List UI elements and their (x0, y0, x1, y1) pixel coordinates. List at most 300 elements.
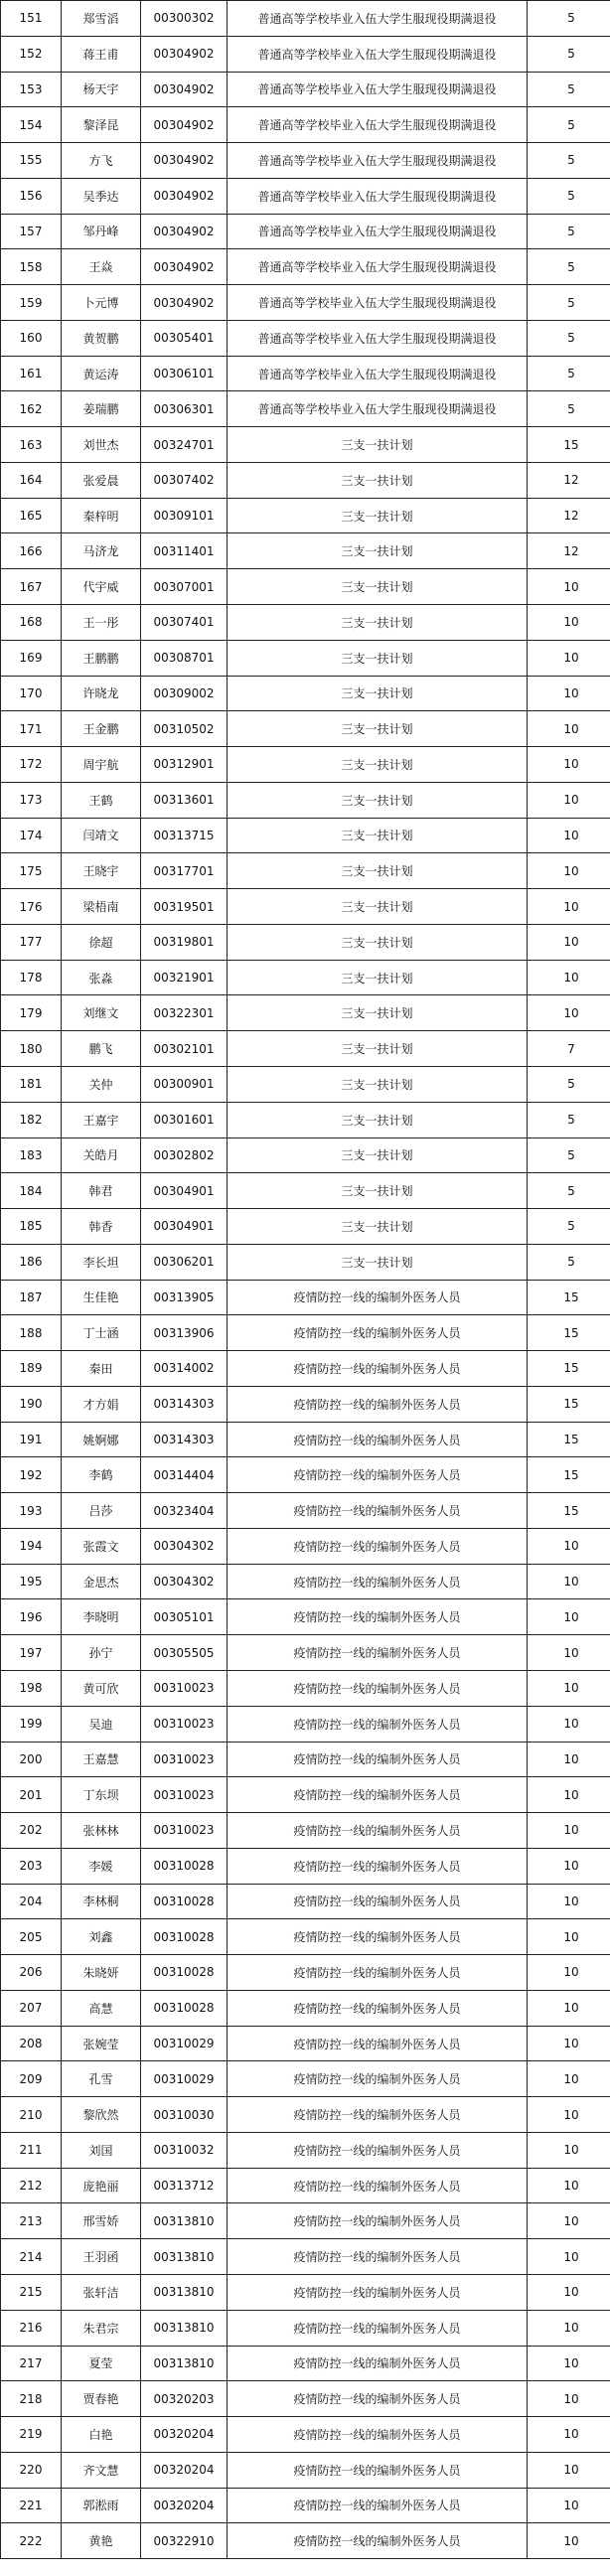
position-code: 00304902 (141, 178, 228, 214)
bonus-category: 三支一扶计划 (228, 924, 528, 960)
row-number: 208 (1, 2026, 62, 2061)
table-row (1, 853, 610, 889)
row-number: 212 (1, 2168, 62, 2203)
table-row (1, 747, 610, 783)
candidate-name: 周宇航 (62, 747, 141, 783)
candidate-name: 孔雪 (62, 2061, 141, 2097)
table-row (1, 2488, 610, 2523)
bonus-points: 5 (528, 178, 610, 214)
table-row (1, 1244, 610, 1280)
position-code: 00304902 (141, 249, 228, 285)
position-code: 00323404 (141, 1493, 228, 1529)
bonus-category: 普通高等学校毕业入伍大学生服现役期满退役 (228, 143, 528, 179)
bonus-points: 5 (528, 320, 610, 356)
row-number: 176 (1, 889, 62, 925)
position-code: 00309002 (141, 676, 228, 711)
bonus-category: 普通高等学校毕业入伍大学生服现役期满退役 (228, 320, 528, 356)
row-number: 163 (1, 427, 62, 463)
bonus-category: 三支一扶计划 (228, 995, 528, 1031)
candidate-name: 郭淞雨 (62, 2488, 141, 2523)
table-row (1, 533, 610, 569)
position-code: 00313810 (141, 2310, 228, 2346)
table-row (1, 214, 610, 249)
bonus-points: 5 (528, 1102, 610, 1137)
row-number: 192 (1, 1457, 62, 1493)
bonus-points: 15 (528, 427, 610, 463)
table-row (1, 924, 610, 960)
bonus-points: 7 (528, 1031, 610, 1067)
row-number: 217 (1, 2346, 62, 2381)
candidate-name: 邢雪娇 (62, 2203, 141, 2239)
table-row (1, 569, 610, 605)
table-row (1, 960, 610, 995)
bonus-category: 疫情防控一线的编制外医务人员 (228, 1990, 528, 2026)
table-row (1, 1919, 610, 1955)
table-row (1, 2452, 610, 2488)
candidate-name: 才方娟 (62, 1386, 141, 1422)
bonus-points: 10 (528, 1528, 610, 1564)
table-row (1, 640, 610, 676)
candidate-name: 王晓宇 (62, 853, 141, 889)
bonus-category: 普通高等学校毕业入伍大学生服现役期满退役 (228, 356, 528, 391)
bonus-category: 普通高等学校毕业入伍大学生服现役期满退役 (228, 36, 528, 72)
table-row (1, 1599, 610, 1635)
bonus-points: 10 (528, 2346, 610, 2381)
table-row (1, 143, 610, 179)
candidate-name: 朱君宗 (62, 2310, 141, 2346)
candidate-name: 杨天宇 (62, 72, 141, 107)
bonus-points: 10 (528, 1635, 610, 1671)
table-row (1, 605, 610, 641)
table-row (1, 1102, 610, 1137)
row-number: 197 (1, 1635, 62, 1671)
position-code: 00310502 (141, 711, 228, 747)
bonus-points: 5 (528, 36, 610, 72)
position-code: 00313810 (141, 2275, 228, 2311)
bonus-points: 10 (528, 1848, 610, 1884)
position-code: 00310032 (141, 2132, 228, 2168)
position-code: 00313810 (141, 2203, 228, 2239)
position-code: 00304901 (141, 1173, 228, 1209)
row-number: 195 (1, 1564, 62, 1599)
candidate-name: 夏莹 (62, 2346, 141, 2381)
bonus-category: 疫情防控一线的编制外医务人员 (228, 2132, 528, 2168)
table-row (1, 995, 610, 1031)
candidate-name: 关皓月 (62, 1137, 141, 1173)
row-number: 180 (1, 1031, 62, 1067)
position-code: 00306301 (141, 391, 228, 427)
bonus-points: 15 (528, 1493, 610, 1529)
bonus-points: 10 (528, 2239, 610, 2275)
bonus-category: 三支一扶计划 (228, 1066, 528, 1102)
position-code: 00300302 (141, 1, 228, 37)
position-code: 00313601 (141, 782, 228, 818)
candidate-name: 庞艳丽 (62, 2168, 141, 2203)
position-code: 00310028 (141, 1919, 228, 1955)
candidate-name: 王鹏鹏 (62, 640, 141, 676)
table-row (1, 498, 610, 533)
bonus-points: 10 (528, 1884, 610, 1919)
row-number: 209 (1, 2061, 62, 2097)
table-row (1, 1386, 610, 1422)
position-code: 00317701 (141, 853, 228, 889)
table-row (1, 249, 610, 285)
table-row (1, 178, 610, 214)
bonus-category: 三支一扶计划 (228, 427, 528, 463)
candidate-name: 张爱晨 (62, 462, 141, 498)
row-number: 216 (1, 2310, 62, 2346)
bonus-points: 5 (528, 72, 610, 107)
bonus-points: 10 (528, 2168, 610, 2203)
bonus-points: 15 (528, 1280, 610, 1315)
row-number: 168 (1, 605, 62, 641)
bonus-category: 疫情防控一线的编制外医务人员 (228, 2239, 528, 2275)
position-code: 00304902 (141, 107, 228, 143)
bonus-category: 疫情防控一线的编制外医务人员 (228, 1280, 528, 1315)
bonus-category: 疫情防控一线的编制外医务人员 (228, 1493, 528, 1529)
bonus-category: 疫情防控一线的编制外医务人员 (228, 1351, 528, 1387)
candidate-name: 黎泽昆 (62, 107, 141, 143)
bonus-points: 10 (528, 2452, 610, 2488)
row-number: 221 (1, 2488, 62, 2523)
position-code: 00305401 (141, 320, 228, 356)
position-code: 00302101 (141, 1031, 228, 1067)
table-row (1, 1777, 610, 1813)
table-row (1, 72, 610, 107)
position-code: 00313905 (141, 1280, 228, 1315)
bonus-category: 三支一扶计划 (228, 853, 528, 889)
bonus-category: 三支一扶计划 (228, 640, 528, 676)
bonus-points: 10 (528, 2061, 610, 2097)
row-number: 214 (1, 2239, 62, 2275)
candidate-name: 许晓龙 (62, 676, 141, 711)
position-code: 00307001 (141, 569, 228, 605)
position-code: 00322301 (141, 995, 228, 1031)
table-row (1, 2310, 610, 2346)
bonus-category: 三支一扶计划 (228, 462, 528, 498)
table-row (1, 1813, 610, 1849)
bonus-category: 疫情防控一线的编制外医务人员 (228, 2523, 528, 2559)
bonus-category: 疫情防控一线的编制外医务人员 (228, 1528, 528, 1564)
position-code: 00310028 (141, 1990, 228, 2026)
candidate-name: 王金鹏 (62, 711, 141, 747)
table-row (1, 1670, 610, 1706)
bonus-category: 疫情防控一线的编制外医务人员 (228, 1777, 528, 1813)
position-code: 00304902 (141, 143, 228, 179)
candidate-name: 张霞文 (62, 1528, 141, 1564)
table-row (1, 1351, 610, 1387)
bonus-points: 15 (528, 1457, 610, 1493)
row-number: 165 (1, 498, 62, 533)
row-number: 200 (1, 1742, 62, 1777)
candidate-name: 韩君 (62, 1173, 141, 1209)
row-number: 170 (1, 676, 62, 711)
row-number: 171 (1, 711, 62, 747)
bonus-category: 三支一扶计划 (228, 818, 528, 853)
bonus-category: 普通高等学校毕业入伍大学生服现役期满退役 (228, 107, 528, 143)
table-row (1, 320, 610, 356)
bonus-category: 普通高等学校毕业入伍大学生服现役期满退役 (228, 249, 528, 285)
row-number: 220 (1, 2452, 62, 2488)
bonus-points: 10 (528, 1670, 610, 1706)
bonus-category: 疫情防控一线的编制外医务人员 (228, 1386, 528, 1422)
candidate-name: 郑雪滔 (62, 1, 141, 37)
table-row (1, 1, 610, 37)
table-body (1, 1, 610, 2559)
table-row (1, 2239, 610, 2275)
candidate-name: 丁东坝 (62, 1777, 141, 1813)
table-row (1, 1173, 610, 1209)
candidate-name: 关仲 (62, 1066, 141, 1102)
row-number: 203 (1, 1848, 62, 1884)
table-row (1, 2381, 610, 2417)
position-code: 00305101 (141, 1599, 228, 1635)
candidate-name: 吴迪 (62, 1706, 141, 1742)
bonus-category: 疫情防控一线的编制外医务人员 (228, 1422, 528, 1457)
row-number: 190 (1, 1386, 62, 1422)
bonus-points: 10 (528, 1813, 610, 1849)
table-row (1, 711, 610, 747)
position-code: 00314002 (141, 1351, 228, 1387)
table-row (1, 2026, 610, 2061)
table-row (1, 1848, 610, 1884)
bonus-points: 10 (528, 782, 610, 818)
bonus-category: 三支一扶计划 (228, 747, 528, 783)
position-code: 00304302 (141, 1564, 228, 1599)
table-row (1, 2346, 610, 2381)
position-code: 00313712 (141, 2168, 228, 2203)
candidate-name: 卜元博 (62, 285, 141, 321)
row-number: 152 (1, 36, 62, 72)
bonus-category: 三支一扶计划 (228, 1137, 528, 1173)
candidate-name: 金思杰 (62, 1564, 141, 1599)
row-number: 181 (1, 1066, 62, 1102)
bonus-category: 疫情防控一线的编制外医务人员 (228, 1670, 528, 1706)
bonus-category: 普通高等学校毕业入伍大学生服现役期满退役 (228, 391, 528, 427)
position-code: 00314303 (141, 1386, 228, 1422)
row-number: 218 (1, 2381, 62, 2417)
row-number: 206 (1, 1955, 62, 1991)
position-code: 00313810 (141, 2239, 228, 2275)
bonus-points: 12 (528, 498, 610, 533)
position-code: 00324701 (141, 427, 228, 463)
bonus-points: 5 (528, 249, 610, 285)
row-number: 177 (1, 924, 62, 960)
bonus-category: 疫情防控一线的编制外医务人员 (228, 2346, 528, 2381)
candidate-name: 黄运涛 (62, 356, 141, 391)
position-code: 00310030 (141, 2097, 228, 2133)
bonus-points: 5 (528, 391, 610, 427)
position-code: 00313906 (141, 1315, 228, 1351)
bonus-category: 疫情防控一线的编制外医务人员 (228, 1848, 528, 1884)
row-number: 161 (1, 356, 62, 391)
candidate-name: 李晓明 (62, 1599, 141, 1635)
bonus-points: 10 (528, 818, 610, 853)
bonus-points: 10 (528, 711, 610, 747)
bonus-points: 10 (528, 1990, 610, 2026)
row-number: 188 (1, 1315, 62, 1351)
position-code: 00310028 (141, 1955, 228, 1991)
position-code: 00313810 (141, 2346, 228, 2381)
candidate-name: 鹏飞 (62, 1031, 141, 1067)
row-number: 189 (1, 1351, 62, 1387)
table-row (1, 36, 610, 72)
bonus-points: 10 (528, 1706, 610, 1742)
row-number: 191 (1, 1422, 62, 1457)
candidate-name: 秦梓明 (62, 498, 141, 533)
candidate-name: 吴季达 (62, 178, 141, 214)
bonus-points: 10 (528, 2275, 610, 2311)
bonus-points: 5 (528, 285, 610, 321)
position-code: 00319801 (141, 924, 228, 960)
table-row (1, 2275, 610, 2311)
table-row (1, 1493, 610, 1529)
row-number: 151 (1, 1, 62, 37)
row-number: 157 (1, 214, 62, 249)
bonus-points: 5 (528, 1, 610, 37)
position-code: 00306101 (141, 356, 228, 391)
row-number: 205 (1, 1919, 62, 1955)
bonus-category: 疫情防控一线的编制外医务人员 (228, 2275, 528, 2311)
table-row (1, 818, 610, 853)
bonus-points: 5 (528, 356, 610, 391)
position-code: 00310023 (141, 1777, 228, 1813)
bonus-category: 三支一扶计划 (228, 676, 528, 711)
table-row (1, 1422, 610, 1457)
row-number: 196 (1, 1599, 62, 1635)
position-code: 00310023 (141, 1706, 228, 1742)
candidate-name: 王焱 (62, 249, 141, 285)
bonus-category: 普通高等学校毕业入伍大学生服现役期满退役 (228, 1, 528, 37)
bonus-points: 10 (528, 640, 610, 676)
bonus-category: 疫情防控一线的编制外医务人员 (228, 1813, 528, 1849)
table-row (1, 676, 610, 711)
candidate-name: 王嘉慧 (62, 1742, 141, 1777)
candidate-name: 齐文慧 (62, 2452, 141, 2488)
bonus-points: 5 (528, 1209, 610, 1245)
row-number: 222 (1, 2523, 62, 2559)
position-code: 00312901 (141, 747, 228, 783)
candidate-name: 黎欣然 (62, 2097, 141, 2133)
position-code: 00310028 (141, 1848, 228, 1884)
candidate-name: 方飞 (62, 143, 141, 179)
candidate-name: 马济龙 (62, 533, 141, 569)
position-code: 00306201 (141, 1244, 228, 1280)
bonus-points: 10 (528, 1777, 610, 1813)
bonus-category: 疫情防控一线的编制外医务人员 (228, 2381, 528, 2417)
bonus-points: 10 (528, 2132, 610, 2168)
candidate-name: 吕莎 (62, 1493, 141, 1529)
candidate-name: 贾春艳 (62, 2381, 141, 2417)
bonus-points: 10 (528, 2097, 610, 2133)
table-row (1, 1457, 610, 1493)
candidate-name: 生佳艳 (62, 1280, 141, 1315)
table-row (1, 1066, 610, 1102)
table-row (1, 2168, 610, 2203)
candidate-name: 刘国 (62, 2132, 141, 2168)
bonus-category: 普通高等学校毕业入伍大学生服现役期满退役 (228, 214, 528, 249)
table-row (1, 107, 610, 143)
bonus-category: 三支一扶计划 (228, 960, 528, 995)
table-row (1, 1706, 610, 1742)
candidate-name: 秦田 (62, 1351, 141, 1387)
bonus-points: 10 (528, 569, 610, 605)
candidate-name: 李林桐 (62, 1884, 141, 1919)
candidate-name: 姜瑞鹏 (62, 391, 141, 427)
row-number: 210 (1, 2097, 62, 2133)
row-number: 153 (1, 72, 62, 107)
row-number: 166 (1, 533, 62, 569)
bonus-points: 10 (528, 1599, 610, 1635)
bonus-points: 10 (528, 2488, 610, 2523)
bonus-category: 疫情防控一线的编制外医务人员 (228, 2488, 528, 2523)
position-code: 00322910 (141, 2523, 228, 2559)
candidate-name: 王嘉宇 (62, 1102, 141, 1137)
table-row (1, 1209, 610, 1245)
table-row (1, 2097, 610, 2133)
row-number: 169 (1, 640, 62, 676)
bonus-category: 三支一扶计划 (228, 605, 528, 641)
bonus-category: 疫情防控一线的编制外医务人员 (228, 2417, 528, 2453)
bonus-points: 5 (528, 214, 610, 249)
position-code: 00307402 (141, 462, 228, 498)
bonus-category: 疫情防控一线的编制外医务人员 (228, 1599, 528, 1635)
bonus-points: 10 (528, 747, 610, 783)
candidate-name: 张淼 (62, 960, 141, 995)
candidate-name: 张林林 (62, 1813, 141, 1849)
row-number: 184 (1, 1173, 62, 1209)
table-row (1, 2417, 610, 2453)
candidate-name: 黄艳 (62, 2523, 141, 2559)
candidate-name: 张轩洁 (62, 2275, 141, 2311)
bonus-category: 疫情防控一线的编制外医务人员 (228, 1884, 528, 1919)
row-number: 158 (1, 249, 62, 285)
position-code: 00311401 (141, 533, 228, 569)
row-number: 172 (1, 747, 62, 783)
candidate-name: 李媛 (62, 1848, 141, 1884)
row-number: 198 (1, 1670, 62, 1706)
position-code: 00302802 (141, 1137, 228, 1173)
table-row (1, 391, 610, 427)
row-number: 185 (1, 1209, 62, 1245)
bonus-category: 疫情防控一线的编制外医务人员 (228, 2203, 528, 2239)
row-number: 167 (1, 569, 62, 605)
table-row (1, 889, 610, 925)
table-row (1, 1990, 610, 2026)
candidate-name: 张婉莹 (62, 2026, 141, 2061)
bonus-category: 疫情防控一线的编制外医务人员 (228, 2452, 528, 2488)
bonus-category: 疫情防控一线的编制外医务人员 (228, 2061, 528, 2097)
bonus-category: 疫情防控一线的编制外医务人员 (228, 1955, 528, 1991)
position-code: 00310023 (141, 1670, 228, 1706)
position-code: 00308701 (141, 640, 228, 676)
bonus-category: 三支一扶计划 (228, 533, 528, 569)
bonus-category: 疫情防控一线的编制外医务人员 (228, 2026, 528, 2061)
candidate-name: 白艳 (62, 2417, 141, 2453)
bonus-category: 疫情防控一线的编制外医务人员 (228, 1457, 528, 1493)
position-code: 00310028 (141, 1884, 228, 1919)
bonus-points: 10 (528, 1742, 610, 1777)
position-code: 00319501 (141, 889, 228, 925)
bonus-points: 10 (528, 1564, 610, 1599)
position-code: 00300901 (141, 1066, 228, 1102)
bonus-category: 三支一扶计划 (228, 1244, 528, 1280)
position-code: 00304902 (141, 285, 228, 321)
candidate-name: 刘继文 (62, 995, 141, 1031)
row-number: 156 (1, 178, 62, 214)
table-row (1, 2061, 610, 2097)
candidate-name: 孙宁 (62, 1635, 141, 1671)
